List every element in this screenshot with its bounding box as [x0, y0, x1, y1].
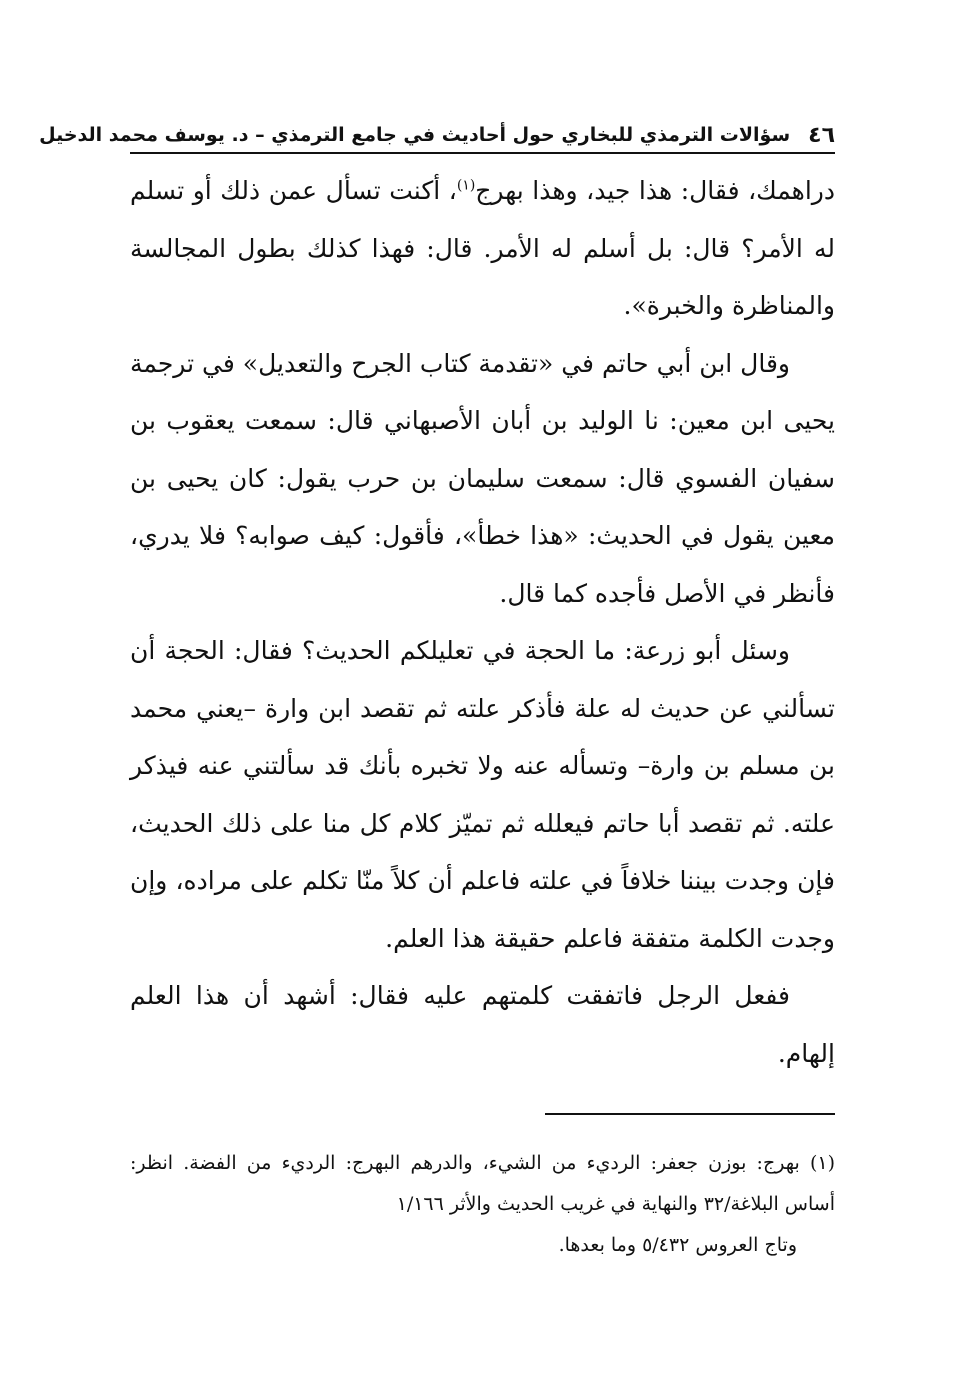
footnote-reference[interactable]: (١): [456, 177, 476, 194]
footnote-marker: (١): [809, 1152, 836, 1174]
paragraph-text: دراهمك، فقال: هذا جيد، وهذا بهرج: [475, 176, 835, 205]
main-text: [130, 162, 835, 1082]
footnote: [130, 1143, 835, 1225]
footnote-text: بهرج: بوزن جعفر: الرديء من الشيء، والدرهم البهرج: الرديء من الفضة. انظر: أساس البلاغة/٣٢ والنهاية في غريب الحديث والأثر ١/١٦٦: [130, 1152, 835, 1215]
paragraph: وسئل أبو زرعة: ما الحجة في تعليلكم الحديث؟ فقال: الحجة أن تسألني عن حديث له علة فأذكر علته ثم تقصد ابن وارة –يعني محمد بن مسلم بن وارة– وتسأله عنه ولا تخبره بأنك قد سألتني عنه فيذكر علته. ثم تقصد أبا حاتم فيعلله ثم تميّز كلام كل منا على ذلك الحديث، فإن وجدت بيننا خلافاً في علته فاعلم أن كلاً منّا تكلم على مراده، وإن وجدت الكلمة متفقة فاعلم حقيقة هذا العلم.: [130, 636, 835, 953]
footnotes: [130, 1143, 835, 1266]
paragraph: ففعل الرجل فاتفقت كلمتهم عليه فقال: أشهد أن هذا العلم إلهام.: [130, 981, 835, 1068]
paragraph: وقال ابن أبي حاتم في «تقدمة كتاب الجرح والتعديل» في ترجمة يحيى ابن معين: نا الوليد بن أبان الأصبهاني قال: سمعت يعقوب بن سفيان الفسوي قال: سمعت سليمان بن حرب يقول: كان يحيى بن معين يقول في الحديث: «هذا خطأ»، فأقول: كيف صوابه؟ فلا يدري، فأنظر في الأصل فأجده كما قال.: [130, 348, 835, 608]
footnote-continuation: وتاج العروس ٥/٤٣٢ وما بعدها.: [558, 1234, 797, 1256]
footnote-separator: [545, 1113, 835, 1115]
paragraph-text: ، أكنت تسأل عمن ذلك أو تسلم له الأمر؟ قال: بل أسلم له الأمر. قال: فهذا كذلك بطول المجالسة والمناظرة والخبرة».: [130, 176, 835, 320]
running-title: سؤالات الترمذي للبخاري حول أحاديث في جامع الترمذي – د. يوسف محمد الدخيل: [39, 124, 791, 146]
page-number: ٤٦: [808, 123, 835, 148]
page-header: [39, 114, 835, 154]
paragraph: [130, 162, 835, 335]
